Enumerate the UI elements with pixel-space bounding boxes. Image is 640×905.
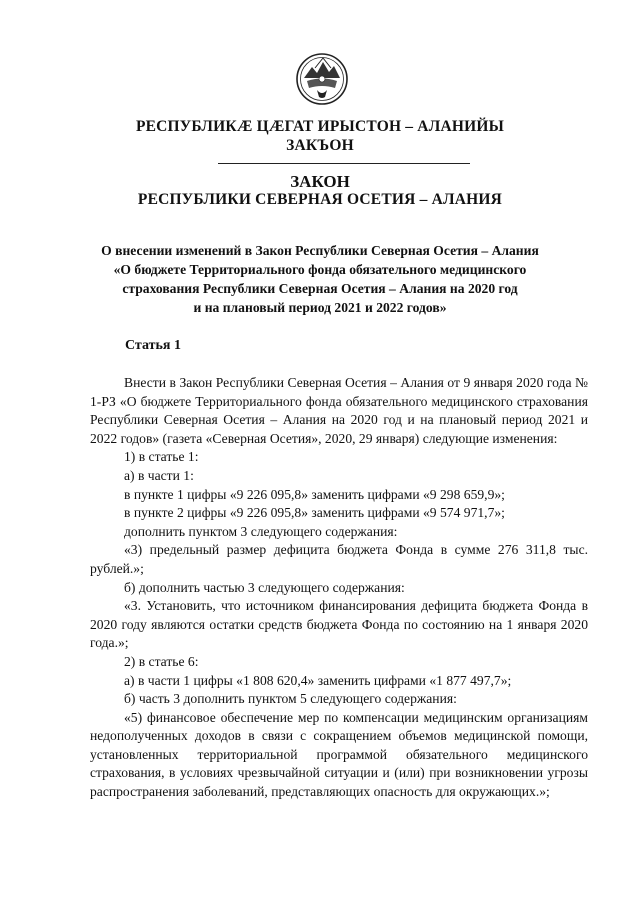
law-title-line: О внесении изменений в Закон Республики Северная Осетия – Алания [101, 243, 539, 258]
republic-name-ossetian: РЕСПУБЛИКÆ ЦÆГАТ ИРЫСТОН – АЛАНИЙЫ [135, 118, 505, 135]
law-title-line: страхования Республики Северная Осетия – Алания на 2020 год [122, 281, 518, 296]
paragraph: дополнить пунктом 3 следующего содержания: [124, 523, 398, 539]
paragraph: «3) предельный размер дефицита бюджета Фонда в сумме 276 311,8 тыс. рублей.»; [90, 542, 588, 576]
paragraph: «5) финансовое обеспечение мер по компенсации медицинским организациям недополученных доходов в связи с сокращением объемов медицинской помощи, установленных территориальной программой обязательного медицинского страхования, в условиях чрезвычайной ситуации и (или) при возникновении угрозы распространения заболеваний, представляющих опасность для окружающих.»; [90, 709, 588, 800]
paragraph: а) в части 1 цифры «1 808 620,4» заменить цифрами «1 877 497,7»; [124, 672, 512, 688]
law-label-ossetian: ЗАКЪОН [286, 137, 354, 154]
paragraph: в пункте 2 цифры «9 226 095,8» заменить цифрами «9 574 971,7»; [124, 505, 505, 521]
law-title-line: и на плановый период 2021 и 2022 годов» [193, 300, 447, 315]
paragraph: б) часть 3 дополнить пунктом 5 следующего содержания: [124, 691, 457, 707]
paragraph: в пункте 1 цифры «9 226 095,8» заменить цифрами «9 298 659,9»; [124, 486, 505, 502]
paragraph: 1) в статье 1: [124, 449, 199, 465]
paragraph: б) дополнить частью 3 следующего содержания: [124, 579, 405, 595]
divider-line [218, 163, 470, 164]
republic-name-russian: РЕСПУБЛИКИ СЕВЕРНАЯ ОСЕТИЯ – АЛАНИЯ [137, 191, 503, 208]
coat-of-arms-emblem [295, 50, 349, 108]
law-title-line: «О бюджете Территориального фонда обязательного медицинского [113, 262, 527, 277]
paragraph: Внести в Закон Республики Северная Осетия – Алания от 9 января 2020 года № 1-РЗ «О бюджете Территориального фонда обязательного медицинского страхования Республики Северная Осетия – Алания на 2020 год и на плановый период 2021 и 2022 годов» (газета «Северная Осетия», 2020, 29 января) следующие изменения: [90, 375, 588, 446]
law-title [0, 241, 640, 317]
paragraph: 2) в статье 6: [124, 653, 199, 669]
law-label-russian: ЗАКОН [290, 172, 350, 191]
article-heading: Статья 1 [125, 338, 181, 353]
paragraph: а) в части 1: [124, 467, 194, 483]
paragraph: «3. Установить, что источником финансирования дефицита бюджета Фонда в 2020 году являются остатки средств бюджета Фонда по состоянию на 1 января 2020 года.»; [90, 598, 588, 651]
article-body [90, 374, 588, 802]
